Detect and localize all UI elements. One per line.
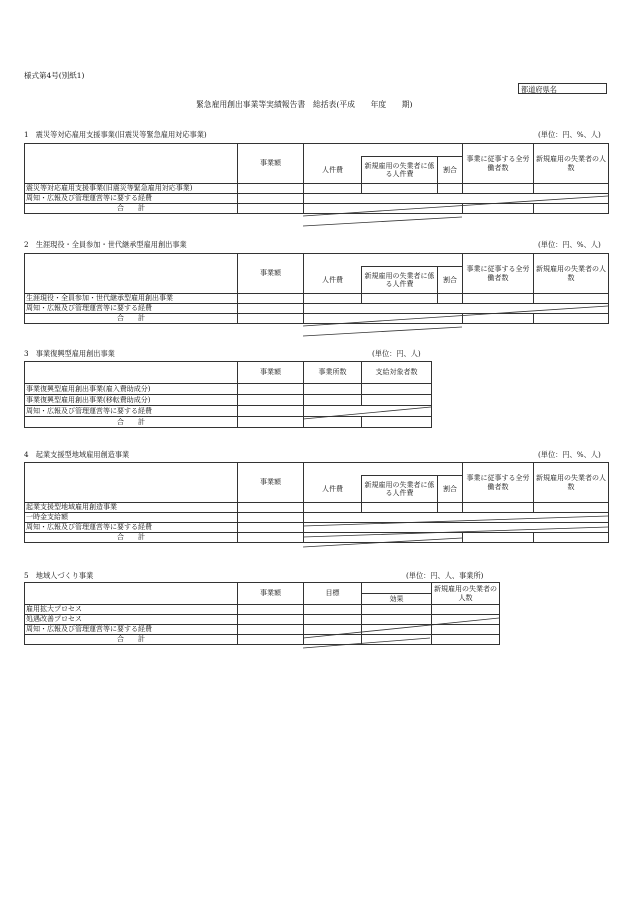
col-total-workers: 事業に従事する全労働者数 <box>463 144 534 184</box>
row-label: 震災等対応雇用支援事業(旧震災等緊急雇用対応事業) <box>25 184 238 194</box>
col-new-hires: 新規雇用の失業者の人数 <box>534 144 609 184</box>
col-business-amount: 事業額 <box>238 362 304 384</box>
row-label: 起業支援型地域雇用創造事業 <box>25 503 238 513</box>
col-new-hire-cost: 新規雇用の失業者に係る人件費 <box>362 267 438 294</box>
col-ratio: 割合 <box>438 476 463 503</box>
section-2-table <box>24 253 609 324</box>
document-title: 緊急雇用創出事業等実績報告書 総括表(平成 年度 期) <box>196 100 413 109</box>
col-new-hire-cost: 新規雇用の失業者に係る人件費 <box>362 476 438 503</box>
row-label: 処遇改善プロセス <box>25 615 238 625</box>
col-business-amount: 事業額 <box>238 254 304 294</box>
section-5-title: 5 地域人づくり事業 <box>24 571 94 580</box>
col-business-amount: 事業額 <box>238 144 304 184</box>
col-business-amount: 事業額 <box>238 583 304 605</box>
section-2-unit: (単位：円、%、人) <box>538 240 601 249</box>
section-5-table <box>24 582 500 645</box>
row-label: 事業復興型雇用創出事業(雇入費助成分) <box>25 384 238 395</box>
col-labor-cost: 人件費 <box>304 476 362 503</box>
section-1-table <box>24 143 609 214</box>
row-label: 周知・広報及び管理運営等に要する経費 <box>25 625 238 635</box>
row-label: 一時金支給額 <box>25 513 238 523</box>
col-labor-cost: 人件費 <box>304 267 362 294</box>
col-new-hires: 新規雇用の失業者の人数 <box>534 254 609 294</box>
section-4-title: 4 起業支援型地域雇用創造事業 <box>24 450 130 459</box>
col-total-workers: 事業に従事する全労働者数 <box>463 463 534 503</box>
section-4-unit: (単位：円、%、人) <box>538 450 601 459</box>
col-new-hire-cost: 新規雇用の失業者に係る人件費 <box>362 157 438 184</box>
row-label: 事業復興型雇用創出事業(移転費助成分) <box>25 395 238 406</box>
col-labor-cost: 人件費 <box>304 157 362 184</box>
total-row-label: 合 計 <box>25 314 238 324</box>
total-row-label: 合 計 <box>25 533 238 543</box>
row-label: 周知・広報及び管理運営等に要する経費 <box>25 304 238 314</box>
col-ratio: 割合 <box>438 157 463 184</box>
total-row-label: 合 計 <box>25 417 238 428</box>
section-5-unit: (単位：円、人、事業所) <box>406 571 484 580</box>
row-label: 周知・広報及び管理運営等に要する経費 <box>25 523 238 533</box>
section-3-table <box>24 361 432 428</box>
col-target: 目標 <box>304 583 362 605</box>
col-new-hires: 新規雇用の失業者の人数 <box>432 583 500 605</box>
col-offices: 事業所数 <box>304 362 362 384</box>
row-label: 周知・広報及び管理運営等に要する経費 <box>25 194 238 204</box>
section-1-title: 1 震災等対応雇用支援事業(旧震災等緊急雇用対応事業) <box>24 130 207 139</box>
col-ratio: 割合 <box>438 267 463 294</box>
col-support-count: 支給対象者数 <box>362 362 432 384</box>
col-total-workers: 事業に従事する全労働者数 <box>463 254 534 294</box>
row-label: 周知・広報及び管理運営等に要する経費 <box>25 406 238 417</box>
section-3-unit: (単位：円、人) <box>372 349 421 358</box>
section-4-table <box>24 462 609 543</box>
row-label: 生涯現役・全員参加・世代継承型雇用創出事業 <box>25 294 238 304</box>
total-row-label: 合 計 <box>25 635 238 645</box>
section-3-title: 3 事業復興型雇用創出事業 <box>24 349 115 358</box>
form-label: 様式第4号(別紙1) <box>24 71 85 80</box>
section-1-unit: (単位：円、%、人) <box>538 130 601 139</box>
total-row-label: 合 計 <box>25 204 238 214</box>
col-business-amount: 事業額 <box>238 463 304 503</box>
col-effect: 効果 <box>362 594 432 605</box>
section-2-title: 2 生涯現役・全員参加・世代継承型雇用創出事業 <box>24 240 187 249</box>
row-label: 雇用拡大プロセス <box>25 605 238 615</box>
prefecture-field[interactable]: 都道府県名 <box>518 83 607 94</box>
col-new-hires: 新規雇用の失業者の人数 <box>534 463 609 503</box>
